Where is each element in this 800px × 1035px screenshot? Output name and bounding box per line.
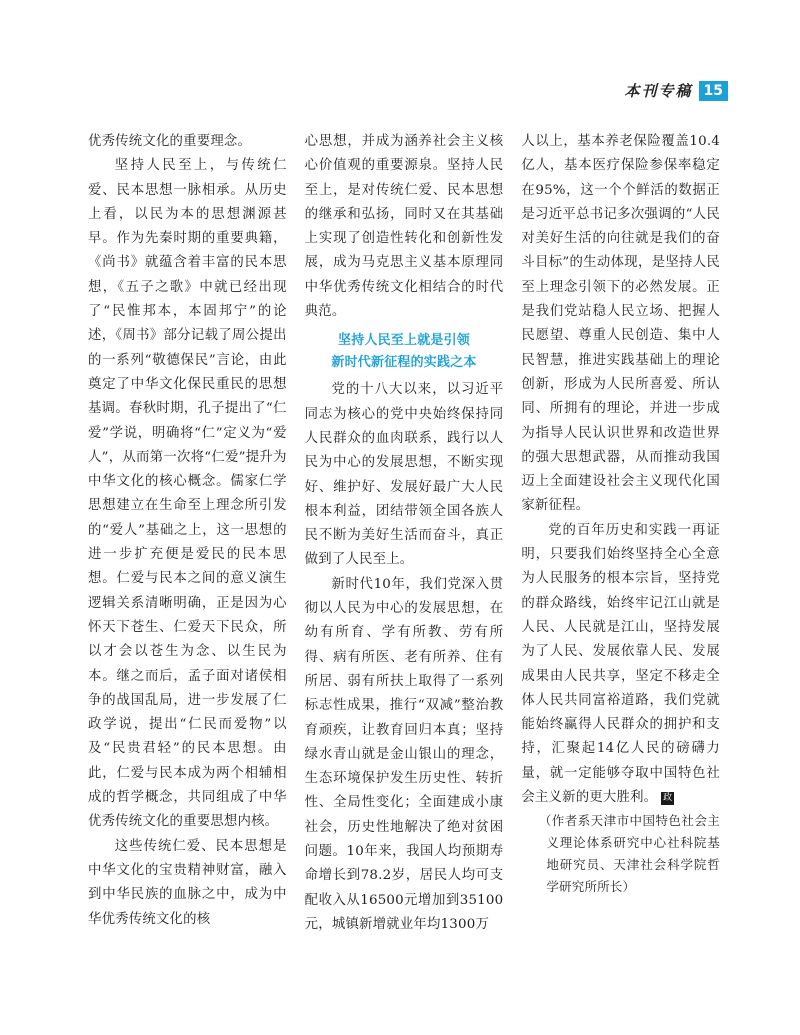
page-number: 15 (699, 81, 728, 101)
paragraph: 心思想，并成为涵养社会主义核心价值观的重要源泉。坚持人民至上，是对传统仁爱、民本思想的继承和弘扬，同时又在其基础上实现了创造性转化和创新性发展，成为马克思主义基本原理同中华优秀传统文化相结合的时代典范。 (304, 134, 504, 320)
section-heading-line: 新时代新征程的实践之本 (331, 355, 477, 371)
column-3 (521, 130, 720, 937)
paragraph (521, 519, 720, 811)
paragraph: 人以上，基本养老保险覆盖10.4亿人，基本医疗保险参保率稳定在95%，这一个个鲜活的数据正是习近平总书记多次强调的“人民对美好生活的向往就是我们的奋斗目标”的生动体现，是坚持人民至上理念引领下的必然发展。正是我们党站稳人民立场、把握人民愿望、尊重人民创造、集中人民智慧，推进实践基础上的理论创新，形成为人民所喜爱、所认同、所拥有的理论，并进一步成为指导人民认识世界和改造世界的强大思想武器，从而推动我国迈上全面建设社会主义现代化国家新征程。 (521, 134, 721, 514)
column-1 (88, 130, 287, 937)
section-heading-line: 坚持人民至上就是引领 (338, 333, 471, 349)
article-body (88, 130, 720, 937)
section-label: 本刊专稿 (624, 82, 693, 100)
paragraph: 坚持人民至上，与传统仁爱、民本思想一脉相承。从历史上看，以民为本的思想渊源甚早。作为先秦时期的重要典籍，《尚书》就蕴含着丰富的民本思想，《五子之歌》中就已经出现了“民惟邦本，本固邦宁”的论述，《周书》部分记载了周公提出的一系列“敬德保民”言论，由此奠定了中华文化保民重民的思想基调。春秋时期，孔子提出了“仁爱”学说，明确将“仁”定义为“爱人”，从而第一次将“仁爱”提升为中华文化的核心概念。儒家仁学思想建立在生命至上理念所引发的“爱人”基础之上，这一思想的进一步扩充便是爱民的民本思想。仁爱与民本之间的意义演生逻辑关系清晰明确，正是因为心怀天下苍生、仁爱天下民众，所以才会以苍生为念、以生民为本。继之而后，孟子面对诸侯相争的战国乱局，进一步发展了仁政学说，提出“仁民而爱物”以及“民贵君轻”的民本思想。由此，仁爱与民本成为两个相辅相成的哲学概念，共同组成了中华优秀传统文化的重要思想内核。 (88, 158, 287, 830)
column-2 (305, 130, 504, 937)
author-note: （作者系天津市中国特色社会主义理论体系研究中心社科院基地研究员、天津社会科学院哲学研究所所长） (538, 813, 721, 895)
paragraph: 新时代10年，我们党深入贯彻以人民为中心的发展思想，在幼有所育、学有所教、劳有所得、病有所医、老有所养、住有所居、弱有所扶上取得了一系列标志性成果，推行“双减”整治教育顽疾，让教育回归本真；坚持绿水青山就是金山银山的理念，生态环境保护发生历史性、转折性、全局性变化；全面建成小康社会，历史性地解决了绝对贫困问题。10年来，我国人均预期寿命增长到78.2岁，居民人均可支配收入从16500元增加到35100元，城镇新增就业年均1300万 (304, 576, 504, 932)
paragraph: 优秀传统文化的重要理念。 (88, 134, 252, 149)
paragraph: 党的十八大以来，以习近平同志为核心的党中央始终保持同人民群众的血肉联系，践行以人民为中心的发展思想，不断实现好、维护好、发展好最广大人民根本利益，团结带领全国各族人民不断为美好生活而奋斗，真正做到了人民至上。 (304, 382, 504, 568)
page-header (625, 80, 729, 101)
paragraph-text: 党的百年历史和实践一再证明，只要我们始终坚持全心全意为人民服务的根本宗旨，坚持党的群众路线，始终牢记江山就是人民、人民就是江山，坚持发展为了人民、发展依靠人民、发展成果由人民共享，坚定不移走全体人民共同富裕道路，我们党就能始终赢得人民群众的拥护和支持，汇聚起14亿人民的磅礴力量，就一定能够夺取中国特色社会主义新的更大胜利。 (521, 522, 721, 806)
paragraph: 这些传统仁爱、民本思想是中华文化的宝贵精神财富，融入到中华民族的血脉之中，成为中华优秀传统文化的核 (88, 838, 287, 927)
section-heading (305, 330, 504, 374)
end-mark-icon: 政 (663, 793, 673, 804)
